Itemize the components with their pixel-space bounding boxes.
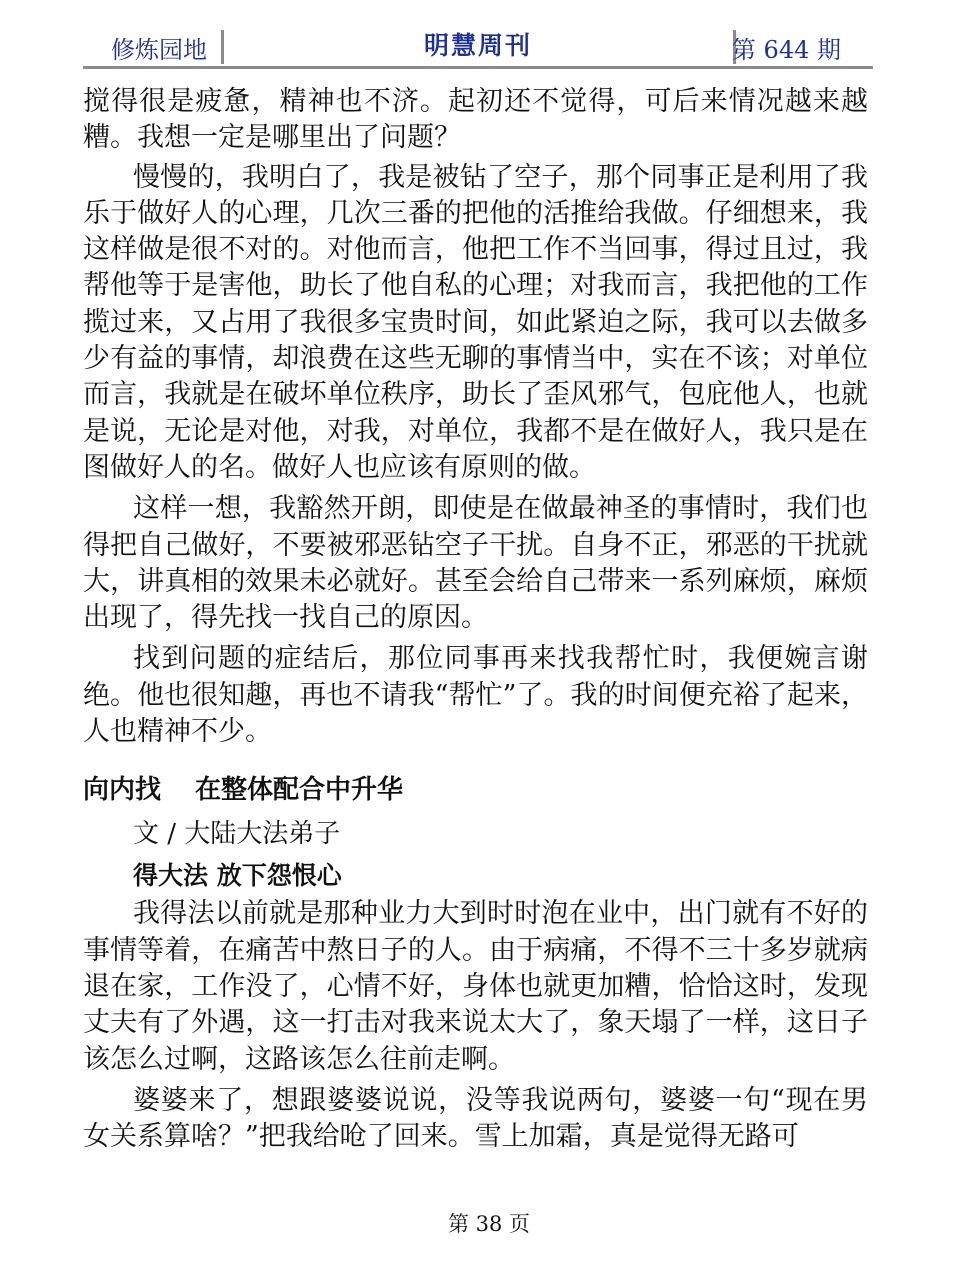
article-title-part1: 向内找 bbox=[83, 775, 162, 806]
subheading: 得大法 放下怨恨心 bbox=[133, 861, 342, 891]
page-header bbox=[83, 26, 873, 68]
article-title-part2: 在整体配合中升华 bbox=[195, 775, 404, 806]
paragraph: 搅得很是疲惫，精神也不济。起初还不觉得，可后来情况越来越糟。我想一定是哪里出了问题？ bbox=[83, 86, 868, 154]
paragraph: 这样一想，我豁然开朗，即使是在做最神圣的事情时，我们也得把自己做好，不要被邪恶钻空子干扰。自身不正，邪恶的干扰就大，讲真相的效果未必就好。甚至会给自己带来一系列麻烦，麻烦出现了，得先找一找自己的原因。 bbox=[83, 493, 868, 634]
page-number: 第 38 页 bbox=[447, 1212, 531, 1236]
paragraph: 我得法以前就是那种业力大到时时泡在业中，出门就有不好的事情等着，在痛苦中熬日子的人。由于病痛，不得不三十多岁就病退在家，工作没了，心情不好，身体也就更加糟，恰恰这时，发现丈夫有了外遇，这一打击对我来说太大了，象天塌了一样，这日子该怎么过啊，这路该怎么往前走啊。 bbox=[83, 898, 868, 1075]
publication-title: 明慧周刊 bbox=[423, 31, 532, 60]
article-body bbox=[83, 84, 868, 1155]
issue-number: 第 644 期 bbox=[731, 36, 841, 64]
byline: 文 / 大陆大法弟子 bbox=[133, 819, 341, 850]
paragraph: 婆婆来了，想跟婆婆说说，没等我说两句，婆婆一句“现在男女关系算啥？”把我给呛了回来。雪上加霜，真是觉得无路可 bbox=[83, 1084, 868, 1153]
header-rule bbox=[83, 66, 873, 69]
paragraph: 慢慢的，我明白了，我是被钻了空子，那个同事正是利用了我乐于做好人的心理，几次三番的把他的活推给我做。仔细想来，我这样做是很不对的。对他而言，他把工作不当回事，得过且过，我帮他等于是害他，助长了他自私的心理；对我而言，我把他的工作揽过来，又占用了我很多宝贵时间，如此紧迫之际，我可以去做多少有益的事情，却浪费在这些无聊的事情当中，实在不该；对单位而言，我就是在破坏单位秩序，助长了歪风邪气，包庇他人，也就是说，无论是对他，对我，对单位，我都不是在做好人，我只是在图做好人的名。做好人也应该有原则的做。 bbox=[83, 161, 868, 483]
paragraph: 找到问题的症结后，那位同事再来找我帮忙时，我便婉言谢绝。他也很知趣，再也不请我“帮忙”了。我的时间便充裕了起来，人也精神不少。 bbox=[83, 643, 868, 748]
article-title bbox=[83, 770, 868, 810]
section-name: 修炼园地 bbox=[111, 36, 207, 64]
